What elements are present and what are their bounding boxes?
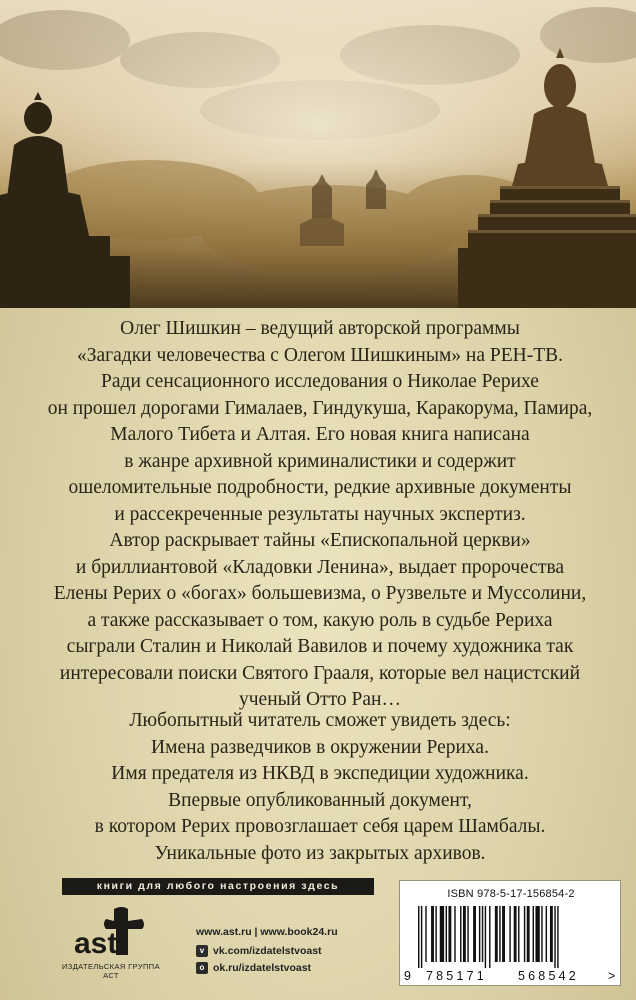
barcode-end-mark: > [608, 969, 616, 983]
barcode-bar [460, 906, 461, 962]
barcode-panel [399, 880, 621, 986]
barcode-bar [541, 906, 542, 962]
blurb-line: Автор раскрывает тайны «Епископальной церкви» [109, 530, 531, 551]
barcode-bar [454, 906, 455, 962]
blurb-line: он прошел дорогами Гималаев, Гиндукуша, Каракорума, Памира, [47, 397, 593, 419]
vk-link-text: vk.com/izdatelstvoast [213, 945, 322, 957]
barcode-bar [557, 906, 558, 968]
barcode-lead-digit: 9 [404, 969, 411, 983]
barcode-bar [431, 906, 434, 962]
blurb-line: ошеломительные подробности, редкие архивные документы [68, 477, 572, 498]
barcode-bar [535, 906, 539, 962]
highlight-line: Уникальные фото из закрытых архивов. [154, 842, 486, 864]
highlights-list [40, 708, 600, 867]
isbn-label: ISBN 978-5-17-156854-2 [447, 888, 575, 900]
barcode-bar [473, 906, 476, 962]
barcode-bar [514, 906, 517, 962]
website-links[interactable]: www.ast.ru | www.book24.ru [196, 926, 338, 938]
barcode-bar [446, 906, 447, 962]
barcode-left-group: 785171 [426, 969, 487, 983]
annotation-text [40, 316, 600, 714]
barcode-bar [425, 906, 426, 962]
blurb-line: и рассекреченные результаты научных экспертиз. [114, 503, 526, 525]
barcode-bar [527, 906, 530, 962]
ok-link-text: ok.ru/izdatelstvoast [213, 962, 312, 974]
barcode-bar [440, 906, 444, 962]
highlight-line: Впервые опубликованный документ, [168, 789, 472, 811]
highlight-line: в котором Рерих провозглашает себя царем Шамбалы. [94, 816, 546, 837]
barcode-bar [546, 906, 547, 962]
barcode-bar [495, 906, 498, 962]
logo-text: ast [74, 927, 118, 960]
barcode-bar [550, 906, 553, 962]
blurb-line: Елены Рерих о «богах» большевизма, о Рузвельте и Муссолини, [53, 583, 587, 604]
barcode-bar [479, 906, 480, 962]
barcode-bar [421, 906, 422, 968]
barcode-bar [509, 906, 510, 962]
blurb-line: а также рассказывает о том, какую роль в судьбе Рериха [87, 609, 553, 631]
tagline-banner: книги для любого настроения здесь [62, 878, 374, 895]
barcode-bar [448, 906, 451, 962]
barcode-bar [499, 906, 500, 962]
blurb-line: ученый Отто Ран… [239, 689, 401, 710]
barcode-bars [414, 906, 610, 968]
blurb-line: Ради сенсационного исследования о Николае Рерихе [101, 371, 539, 392]
publisher-name: ИЗДАТЕЛЬСКАЯ ГРУППА АСТ [61, 962, 160, 980]
blurb-line: «Загадки человечества с Олегом Шишкиным» на РЕН-ТВ. [76, 344, 564, 366]
highlight-line: Любопытный читатель сможет увидеть здесь: [129, 710, 511, 731]
barcode-bar [489, 906, 490, 968]
blurb-line: интересовали поиски Святого Грааля, которые вел нацистский [59, 662, 581, 684]
ok-link[interactable] [196, 962, 311, 974]
barcode-bar [463, 906, 466, 962]
blurb-line: и бриллиантовой «Кладовки Ленина», выдает пророчества [75, 556, 565, 578]
ok-icon: o [196, 962, 208, 974]
barcode-bar [554, 906, 555, 968]
vk-icon: v [196, 945, 208, 957]
blurb-line: Олег Шишкин – ведущий авторской программы [120, 318, 520, 339]
barcode-bar [524, 906, 525, 962]
barcode-bar [518, 906, 519, 962]
barcode-bar [418, 906, 419, 968]
barcode-bar [533, 906, 534, 962]
barcode-right-group: 568542 [518, 969, 579, 983]
highlight-line: Имя предателя из НКВД в экспедиции художника. [111, 763, 529, 784]
blurb-line: сыграли Сталин и Николай Вавилов и почему художника так [66, 636, 574, 657]
barcode-bar [435, 906, 436, 962]
barcode-bar [502, 906, 505, 962]
blurb-line: Малого Тибета и Алтая. Его новая книга написана [110, 424, 530, 445]
highlight-line: Имена разведчиков в окружении Рериха. [151, 736, 489, 758]
blurb-line: в жанре архивной криминалистики и содержит [124, 450, 516, 472]
vk-link[interactable] [196, 945, 322, 957]
ast-logo [68, 903, 156, 961]
barcode-bar [482, 906, 483, 962]
barcode-bar [485, 906, 486, 968]
barcode-bar [467, 906, 468, 962]
misty-temple-landscape [0, 0, 636, 308]
